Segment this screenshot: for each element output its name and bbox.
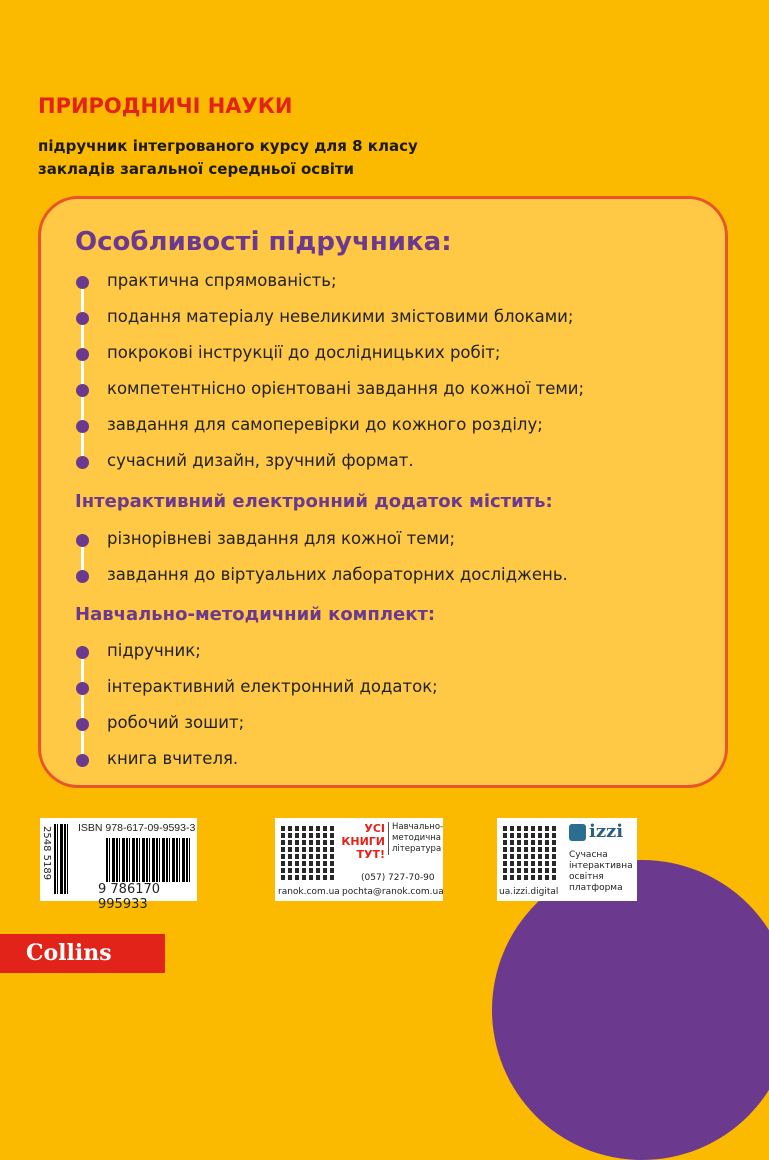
subtitle-line: підручник інтегрованого курсу для 8 класу <box>38 137 418 155</box>
ranok-desc: Навчально- методична література <box>388 822 443 855</box>
list-item <box>75 529 568 565</box>
barcode-side-code: 2548 5189 <box>41 826 52 881</box>
list-item-text: подання матеріалу невеликими змістовими блоками; <box>107 307 574 326</box>
ranok-phone: (057) 727-70-90 <box>361 873 435 883</box>
qr-code[interactable] <box>281 824 337 880</box>
list-item-text: робочий зошит; <box>107 713 245 732</box>
bullet-icon <box>76 456 89 469</box>
izzi-desc: Сучасна інтерактивна освітня платформа <box>569 850 633 893</box>
list-item <box>75 641 438 677</box>
list-item-text: книга вчителя. <box>107 749 239 768</box>
list-item <box>75 749 438 785</box>
ranok-box <box>275 818 443 901</box>
features-heading: Особливості підручника: <box>75 227 452 257</box>
decorative-circle <box>492 860 769 1160</box>
bullet-icon <box>76 276 89 289</box>
ranok-email-link[interactable]: pochta@ranok.com.ua <box>342 887 444 897</box>
qr-code[interactable] <box>503 824 559 880</box>
list-item-text: різнорівневі завдання для кожної теми; <box>107 529 456 548</box>
book-title: ПРИРОДНИЧІ НАУКИ <box>38 94 293 118</box>
subtitle-line: закладів загальної середньої освіти <box>38 160 355 178</box>
bullet-icon <box>76 420 89 433</box>
kit-heading: Навчально-методичний комплект: <box>75 604 436 625</box>
bullet-icon <box>76 384 89 397</box>
list-item-text: покрокові інструкції до дослідницьких робіт; <box>107 343 501 362</box>
interactive-list <box>75 529 568 601</box>
barcode-number: 9 786170 995933 <box>98 882 161 912</box>
kit-list <box>75 641 438 785</box>
izzi-play-icon <box>569 824 586 841</box>
bullet-icon <box>76 570 89 583</box>
bullet-icon <box>76 312 89 325</box>
ranok-slogan: УСІ КНИГИ ТУТ! <box>341 822 385 861</box>
isbn: ISBN 978-617-09-9593-3 <box>78 822 196 834</box>
list-item-text: інтерактивний електронний додаток; <box>107 677 438 696</box>
list-item <box>75 343 584 379</box>
list-item <box>75 565 568 601</box>
list-item <box>75 379 584 415</box>
list-item-text: компетентнісно орієнтовані завдання до кожної теми; <box>107 379 585 398</box>
bullet-icon <box>76 682 89 695</box>
bullet-icon <box>76 754 89 767</box>
list-item-text: практична спрямованість; <box>107 271 337 290</box>
list-item-text: завдання для самоперевірки до кожного розділу; <box>107 415 543 434</box>
list-item <box>75 677 438 713</box>
small-barcode <box>54 824 70 894</box>
barcode <box>106 838 192 882</box>
book-subtitle <box>38 135 418 181</box>
list-item-text: сучасний дизайн, зручний формат. <box>107 451 414 470</box>
bullet-icon <box>76 718 89 731</box>
features-list <box>75 271 584 487</box>
list-item <box>75 415 584 451</box>
collins-logo: Collins <box>0 934 165 973</box>
list-item <box>75 451 584 487</box>
izzi-site-link[interactable]: ua.izzi.digital <box>499 887 559 897</box>
list-item <box>75 271 584 307</box>
list-item-text: завдання до віртуальних лабораторних досліджень. <box>107 565 568 584</box>
list-item-text: підручник; <box>107 641 201 660</box>
bullet-icon <box>76 534 89 547</box>
barcode-box <box>40 818 197 912</box>
list-item <box>75 307 584 343</box>
izzi-box <box>497 818 637 901</box>
ranok-site-link[interactable]: ranok.com.ua <box>278 887 340 897</box>
bullet-icon <box>76 646 89 659</box>
bullet-icon <box>76 348 89 361</box>
interactive-heading: Інтерактивний електронний додаток містить: <box>75 491 553 512</box>
list-item <box>75 713 438 749</box>
features-panel <box>38 196 728 788</box>
izzi-logo: izzi <box>589 821 624 842</box>
